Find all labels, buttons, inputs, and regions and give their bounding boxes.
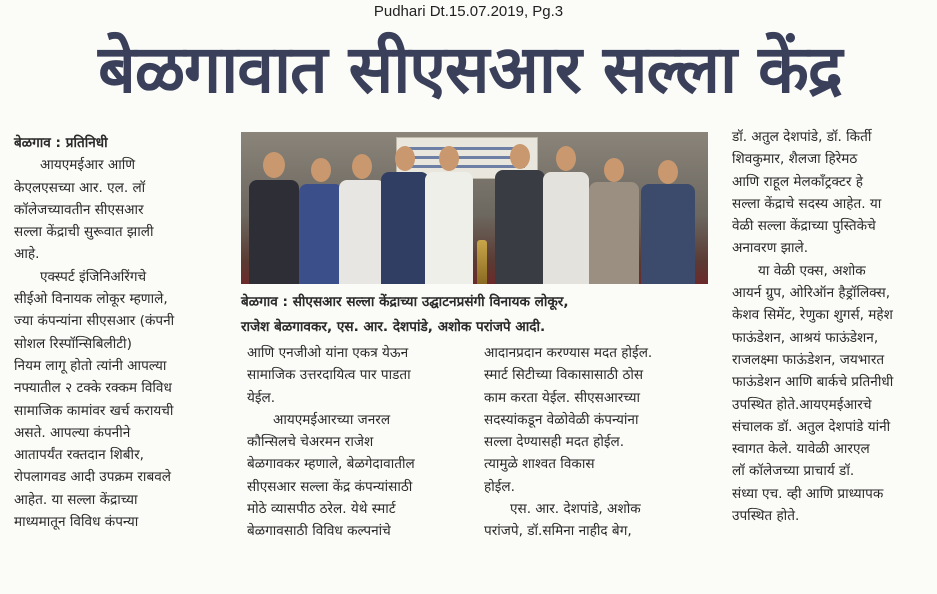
- text-line: शिवकुमार, शैलजा हिरेमठ: [732, 151, 858, 168]
- text-line: लॉ कॉलेजच्या प्राचार्य डॉ.: [732, 463, 855, 480]
- person-figure: [543, 146, 589, 284]
- text-line: सामाजिक कामांवर खर्च करायची: [14, 402, 174, 419]
- article-column-1: [14, 132, 232, 533]
- text-line: फाऊंडेशन, आश्रयं फाऊंडेशन,: [732, 329, 879, 346]
- text-line: ज्या कंपन्यांना सीएसआर (कंपनी: [14, 313, 175, 330]
- text-line: नियम लागू होतो त्यांनी आपल्या: [14, 357, 167, 374]
- text-line: माध्यमातून विविध कंपन्या: [14, 514, 139, 531]
- text-line: आणि एनजीओ यांना एकत्र येऊन: [247, 345, 409, 361]
- text-line: आदानप्रदान करण्यास मदत होईल.: [484, 345, 653, 361]
- text-line: केशव सिमेंट, रेणुका शुगर्स, महेश: [732, 307, 893, 324]
- ceremonial-lamp: [477, 240, 487, 284]
- text-line: संध्या एच. व्ही आणि प्राध्यापक: [732, 485, 884, 502]
- text-line: रोपलागवड आदी उपक्रम राबवले: [14, 469, 171, 486]
- person-figure: [299, 158, 343, 284]
- text-line: आतापर्यंत रक्तदान शिबीर,: [14, 447, 144, 464]
- text-line: केएलएसच्या आर. एल. लॉ: [14, 179, 146, 196]
- text-line: बेळगावकर म्हणाले, बेळगेदावातील: [247, 456, 415, 473]
- person-figure: [495, 144, 545, 284]
- text-line: सीईओ विनायक लोकूर म्हणाले,: [14, 291, 168, 308]
- person-figure: [641, 160, 695, 284]
- photo-caption: [241, 290, 711, 339]
- dateline: बेळगाव : प्रतिनिधी: [14, 135, 108, 151]
- text-line: आणि राहूल मेलकॉंट्रक्टर हे: [732, 173, 863, 190]
- person-figure: [425, 146, 473, 284]
- article-headline: बेळगावात सीएसआर सल्ला केंद्र: [98, 31, 842, 108]
- text-line: डॉ. अतुल देशपांडे, डॉ. किर्ती: [732, 129, 872, 145]
- article-column-2b: [484, 342, 714, 543]
- person-figure: [339, 154, 385, 284]
- newspaper-source-line: Pudhari Dt.15.07.2019, Pg.3: [373, 3, 564, 20]
- text-line: आयर्न ग्रुप, ओरिऑन हैड्रॉलिक्स,: [732, 285, 891, 302]
- text-line: आहेत. या सल्ला केंद्राच्या: [14, 491, 138, 508]
- text-line: सामाजिक उत्तरदायित्व पार पाडता: [247, 367, 411, 384]
- text-line: सल्ला केंद्राचे सदस्य आहेत. या: [732, 195, 882, 212]
- text-line: असते. आपल्या कंपनीने: [14, 424, 131, 441]
- text-line: या वेळी एक्स, अशोक: [758, 262, 866, 279]
- text-line: सीएसआर सल्ला केंद्र कंपन्यांसाठी: [247, 478, 413, 495]
- text-line: स्वागत केले. यावेळी आरएल: [732, 441, 870, 458]
- text-line: राजलक्ष्मा फाऊंडेशन, जयभारत: [732, 351, 885, 368]
- text-line: संचालक डॉ. अतुल देशपांडे यांनी: [732, 418, 891, 435]
- text-line: स्मार्ट सिटीच्या विकासासाठी ठोस: [484, 367, 644, 384]
- text-line: आहे.: [14, 246, 40, 263]
- text-line: आयएमईआर आणि: [40, 157, 136, 174]
- person-figure: [381, 146, 429, 284]
- event-photo: [241, 132, 708, 284]
- text-line: येईल.: [247, 389, 276, 406]
- text-line: बेळगावसाठी विविध कल्पनांचे: [247, 523, 391, 540]
- person-figure: [249, 152, 299, 284]
- text-line: होईल.: [484, 478, 515, 495]
- text-line: कॉलेजच्यावतीन सीएसआर: [14, 201, 144, 218]
- text-line: कौन्सिलचे चेअरमन राजेश: [247, 434, 374, 451]
- text-line: सोशल रिस्पॉन्सिबिलीटी): [14, 335, 132, 352]
- text-line: उपस्थित होते.आयएमईआरचे: [732, 396, 872, 413]
- text-line: एक्स्पर्ट इंजिनिअरिंगचे: [40, 268, 147, 285]
- text-line: मोठे व्यासपीठ ठरेल. येथे स्मार्ट: [247, 501, 396, 518]
- text-line: वेळी सल्ला केंद्राच्या पुस्तिकेचे: [732, 218, 876, 235]
- caption-line: राजेश बेळगावकर, एस. आर. देशपांडे, अशोक परांजपे आदी.: [241, 318, 546, 335]
- text-line: काम करता येईल. सीएसआरच्या: [484, 389, 641, 406]
- text-line: परांजपे, डॉ.समिना नाहीद बेग,: [484, 523, 632, 540]
- caption-line: बेळगाव : सीएसआर सल्ला केंद्राच्या उद्घाटनप्रसंगी विनायक लोकूर,: [241, 294, 569, 310]
- text-line: सदस्यांकडून वेळोवेळी कंपन्यांना: [484, 411, 639, 428]
- article-column-3: [732, 126, 928, 527]
- text-line: उपस्थित होते.: [732, 508, 800, 525]
- text-line: नफ्यातील २ टक्के रक्कम विविध: [14, 380, 172, 397]
- text-line: त्यामुळे शाश्वत विकास: [484, 456, 595, 473]
- text-line: अनावरण झाले.: [732, 240, 809, 257]
- text-line: आयएमईआरच्या जनरल: [273, 411, 391, 428]
- person-figure: [589, 158, 639, 284]
- text-line: एस. आर. देशपांडे, अशोक: [510, 501, 641, 518]
- text-line: फाऊंडेशन आणि बार्कचे प्रतिनीधी: [732, 374, 894, 391]
- text-line: सल्ला केंद्राची सुरूवात झाली: [14, 224, 154, 241]
- article-column-2a: [247, 342, 469, 543]
- text-line: सल्ला देण्यासही मदत होईल.: [484, 434, 625, 451]
